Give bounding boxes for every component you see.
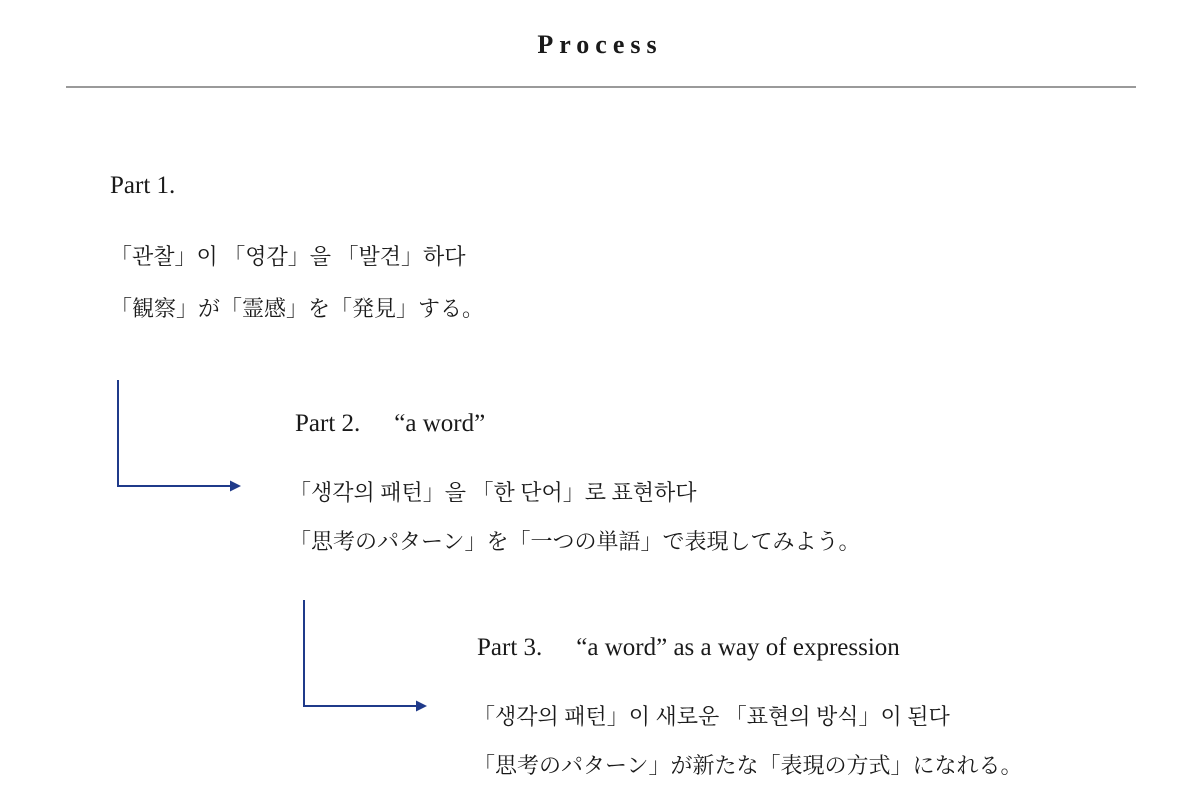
part-3-korean-text: 「생각의 패턴」이 새로운 「표현의 방식」이 된다 (473, 704, 950, 729)
part-3-japanese-text: 「思考のパターン」が新たな「表現の方式」になれる。 (473, 753, 1023, 778)
arrow-right-elbow-icon (118, 380, 241, 492)
arrow-right-elbow-icon (304, 600, 427, 712)
part-1-korean-text: 「관찰」이 「영감」을 「발견」하다 (110, 244, 466, 269)
page-title: Process (537, 30, 663, 59)
part-1-japanese-text: 「観察」が「霊感」を「発見」する。 (110, 296, 485, 321)
part-2-subtitle: “a word” (394, 410, 486, 437)
part-2-label: Part 2. (295, 410, 361, 437)
part-2-japanese-text: 「思考のパターン」を「一つの単語」で表現してみよう。 (289, 529, 861, 554)
part-3-label: Part 3. (477, 634, 543, 661)
part-3-subtitle: “a word” as a way of expression (576, 634, 900, 661)
part-2-korean-text: 「생각의 패턴」을 「한 단어」로 표현하다 (289, 480, 697, 505)
part-1-label: Part 1. (110, 172, 176, 199)
